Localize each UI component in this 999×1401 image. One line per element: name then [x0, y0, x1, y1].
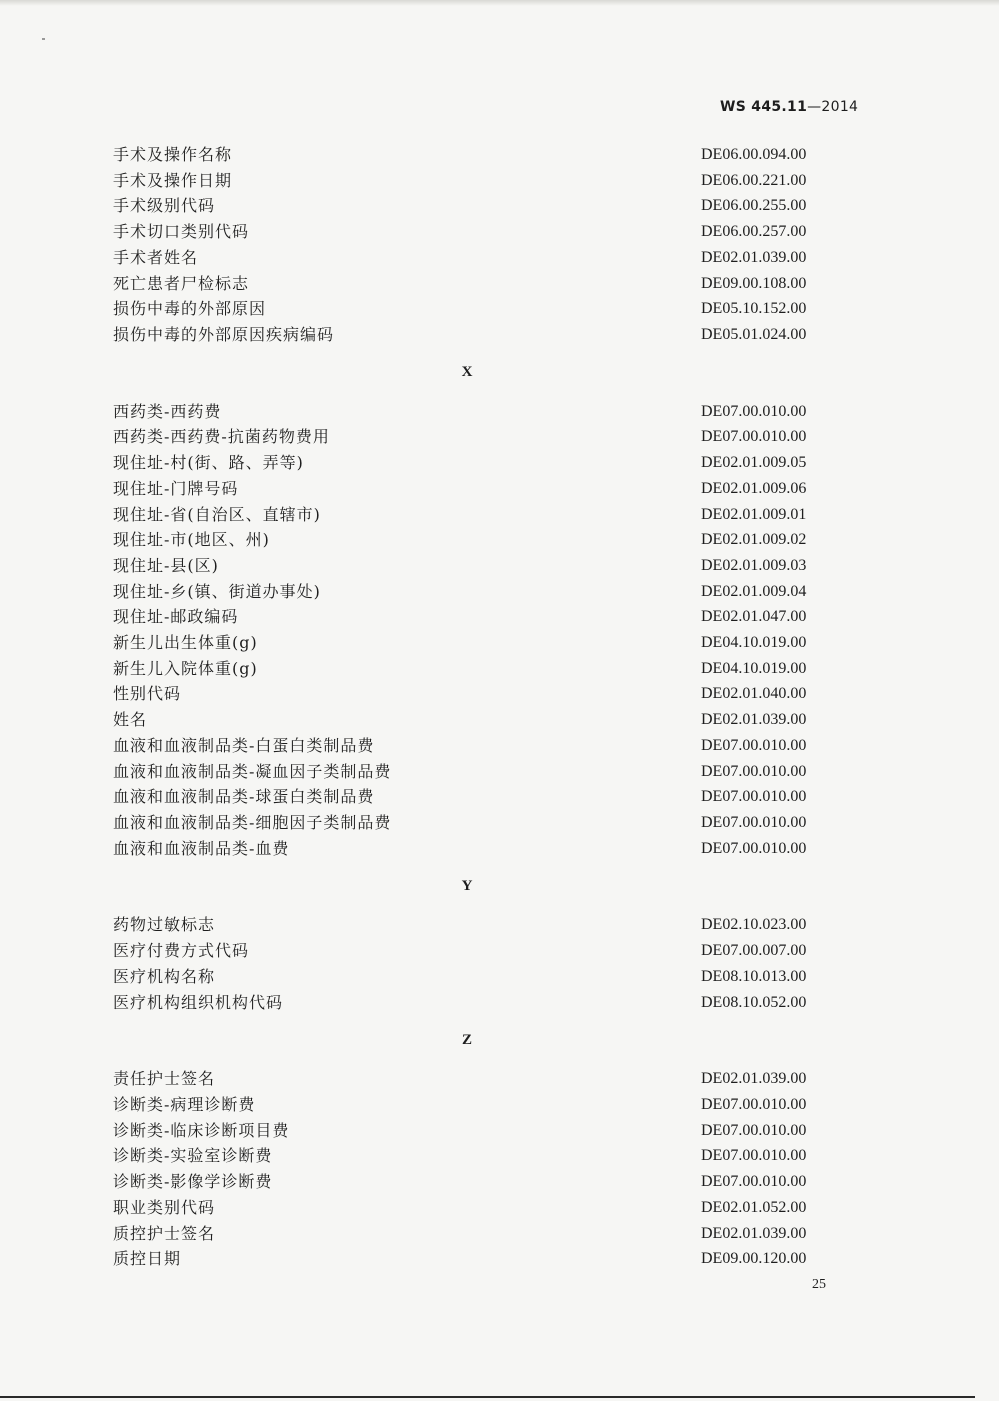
entry-code: DE02.01.009.01	[701, 505, 807, 523]
index-entry	[0, 424, 999, 450]
index-entry	[0, 681, 999, 707]
entry-code: DE04.10.019.00	[701, 659, 807, 677]
entry-term: 现住址-乡(镇、街道办事处)	[113, 581, 321, 601]
section-letter: X	[461, 364, 473, 381]
index-entry	[0, 1221, 999, 1247]
index-entry	[0, 271, 999, 297]
index-entry	[0, 990, 999, 1016]
index-entry	[0, 450, 999, 476]
entry-term: 手术切口类别代码	[113, 222, 250, 242]
entry-term: 性别代码	[113, 684, 182, 704]
entry-code: DE02.01.009.02	[701, 531, 807, 549]
index-entry	[0, 142, 999, 168]
index-entry	[0, 604, 999, 630]
index-entry	[0, 296, 999, 322]
entry-term: 血液和血液制品类-白蛋白类制品费	[113, 735, 375, 755]
section-letter: Y	[461, 878, 473, 894]
index-entry	[0, 836, 999, 862]
entry-code: DE09.00.120.00	[701, 1250, 807, 1268]
entry-term: 质控日期	[113, 1249, 182, 1269]
index-entry	[0, 656, 999, 682]
entry-term: 责任护士签名	[113, 1069, 216, 1089]
index-entry	[0, 707, 999, 733]
entry-term: 血液和血液制品类-球蛋白类制品费	[113, 787, 375, 807]
entry-code: DE07.00.010.00	[701, 839, 807, 857]
section-letter: Z	[461, 1031, 472, 1048]
entry-term: 血液和血液制品类-凝血因子类制品费	[113, 761, 392, 781]
scan-speck	[42, 38, 45, 40]
standard-year: —2014	[807, 99, 859, 115]
entry-code: DE04.10.019.00	[701, 634, 807, 651]
index-entry	[0, 733, 999, 759]
entry-term: 诊断类-病理诊断费	[113, 1095, 256, 1114]
entry-code: DE02.01.039.00	[701, 248, 807, 266]
entry-code: DE07.00.010.00	[701, 1147, 807, 1165]
entry-term: 新生儿出生体重(g)	[113, 633, 258, 652]
index-entry	[0, 502, 999, 528]
entry-code: DE02.01.052.00	[701, 1198, 807, 1216]
index-entry	[0, 399, 999, 425]
entry-code: DE02.01.039.00	[701, 1070, 807, 1088]
entry-code: DE02.01.009.04	[701, 582, 807, 600]
index-entry	[0, 1118, 999, 1144]
index-entry	[0, 1066, 999, 1092]
entry-term: 手术及操作名称	[113, 145, 233, 164]
entry-term: 西药类-西药费	[113, 401, 222, 421]
entry-code: DE07.00.010.00	[701, 1173, 807, 1191]
entry-code: DE08.10.052.00	[701, 993, 807, 1011]
entry-code: DE07.00.010.00	[701, 402, 807, 420]
entry-code: DE02.01.039.00	[701, 711, 807, 729]
entry-term: 现住址-市(地区、州)	[113, 530, 270, 550]
index-entry	[0, 784, 999, 810]
entry-code: DE02.01.039.00	[701, 1224, 807, 1242]
entry-code: DE07.00.010.00	[701, 428, 807, 446]
index-entry	[0, 193, 999, 219]
bottom-rule	[0, 1396, 975, 1398]
index-entry	[0, 912, 999, 938]
index-entry	[0, 322, 999, 348]
index-entry	[0, 476, 999, 502]
index-entry	[0, 964, 999, 990]
entry-term: 现住址-邮政编码	[113, 607, 239, 627]
entry-code: DE05.10.152.00	[701, 300, 807, 318]
entry-term: 损伤中毒的外部原因	[113, 299, 267, 319]
entry-code: DE08.10.013.00	[701, 967, 807, 985]
index-entry	[0, 1092, 999, 1118]
entry-code: DE06.00.255.00	[701, 197, 807, 215]
entry-term: 医疗机构名称	[113, 966, 216, 986]
entry-code: DE07.00.010.00	[701, 1096, 807, 1113]
entry-code: DE05.01.024.00	[701, 325, 807, 343]
entry-term: 现住址-省(自治区、直辖市)	[113, 504, 321, 524]
index-entry	[0, 579, 999, 605]
entry-term: 诊断类-影像学诊断费	[113, 1172, 273, 1192]
entry-term: 现住址-门牌号码	[113, 478, 239, 498]
entry-term: 血液和血液制品类-细胞因子类制品费	[113, 812, 392, 832]
entry-term: 医疗机构组织机构代码	[113, 992, 284, 1012]
index-entry	[0, 553, 999, 579]
index-entry	[0, 630, 999, 656]
entry-code: DE07.00.010.00	[701, 736, 807, 754]
entry-term: 职业类别代码	[113, 1197, 216, 1217]
index-entry	[0, 810, 999, 836]
index-entry	[0, 1143, 999, 1169]
entry-term: 药物过敏标志	[113, 915, 216, 935]
entry-code: DE07.00.010.00	[701, 813, 807, 831]
entry-term: 诊断类-实验室诊断费	[113, 1146, 273, 1166]
entry-term: 现住址-县(区)	[113, 555, 219, 575]
standard-code: WS 445.11	[720, 99, 808, 115]
entry-term: 新生儿入院体重(g)	[113, 658, 258, 678]
entry-term: 手术者姓名	[113, 247, 199, 267]
entry-term: 手术级别代码	[113, 196, 216, 216]
entry-code: DE02.01.009.06	[701, 479, 807, 497]
entry-code: DE02.01.009.03	[701, 556, 807, 574]
entry-term: 诊断类-临床诊断项目费	[113, 1120, 290, 1140]
entry-term: 医疗付费方式代码	[113, 941, 250, 961]
entry-term: 西药类-西药费-抗菌药物费用	[113, 427, 330, 447]
page-number: 25	[812, 1277, 826, 1292]
entry-term: 死亡患者尸检标志	[113, 273, 250, 293]
entry-code: DE02.10.023.00	[701, 916, 807, 934]
standard-number-header	[720, 99, 858, 115]
entry-term: 手术及操作日期	[113, 170, 233, 190]
entry-code: DE07.00.010.00	[701, 1121, 807, 1139]
entry-code: DE06.00.094.00	[701, 146, 807, 163]
entry-code: DE07.00.010.00	[701, 788, 807, 806]
index-entry	[0, 219, 999, 245]
entry-term: 血液和血液制品类-血费	[113, 838, 290, 858]
entry-code: DE07.00.010.00	[701, 762, 807, 780]
scan-top-shadow	[0, 0, 999, 6]
index-entry	[0, 759, 999, 785]
entry-term: 质控护士签名	[113, 1223, 216, 1243]
entry-code: DE06.00.257.00	[701, 223, 807, 241]
entry-term: 现住址-村(街、路、弄等)	[113, 453, 304, 473]
index-entry	[0, 1195, 999, 1221]
entry-code: DE06.00.221.00	[701, 171, 807, 189]
index-entry	[0, 1246, 999, 1272]
index-entry	[0, 1169, 999, 1195]
entry-code: DE09.00.108.00	[701, 274, 807, 292]
index-entry	[0, 527, 999, 553]
index-entry	[0, 168, 999, 194]
entry-term: 损伤中毒的外部原因疾病编码	[113, 324, 335, 344]
entry-code: DE07.00.007.00	[701, 942, 807, 960]
entry-code: DE02.01.009.05	[701, 454, 807, 472]
entry-term: 姓名	[113, 710, 148, 730]
entry-code: DE02.01.047.00	[701, 608, 807, 626]
index-entry	[0, 245, 999, 271]
entry-code: DE02.01.040.00	[701, 685, 807, 703]
index-entry	[0, 938, 999, 964]
